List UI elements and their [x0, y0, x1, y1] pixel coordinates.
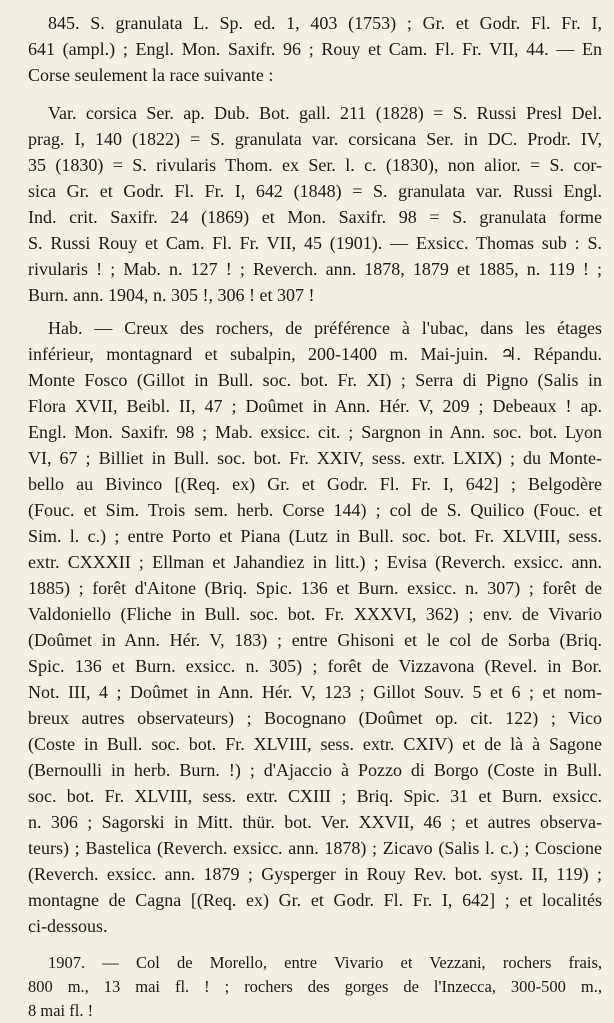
text-line: Not. III, 4 ; Doûmet in Ann. Hér. V, 123 ; Gillot Souv. 5 et 6 ; et nom-: [28, 682, 602, 702]
text-line: Engl. Mon. Saxifr. 98 ; Mab. exsicc. cit. ; Sargnon in Ann. soc. bot. Lyon: [28, 422, 602, 442]
text-line: n. 306 ; Sagorski in Mitt. thür. bot. Ver. XXVII, 46 ; et autres observa-: [28, 812, 602, 832]
text-line: Burn. ann. 1904, n. 305 !, 306 ! et 307 !: [28, 285, 315, 305]
text-line: 845. S. granulata L. Sp. ed. 1, 403 (1753) ; Gr. et Godr. Fl. Fr. I,: [48, 13, 602, 33]
text-line: soc. bot. Fr. XLVIII, sess. extr. CXIII ; Briq. Spic. 31 et Burn. exsicc.: [28, 786, 602, 806]
text-line: ci-dessous.: [28, 916, 108, 936]
text-line: Spic. 136 et Burn. exsicc. n. 305) ; forêt de Vizzavona (Revel. in Bor.: [28, 656, 602, 676]
text-line: (Fouc. et Sim. Trois sem. herb. Corse 144) ; col de S. Quilico (Fouc. et: [28, 500, 602, 520]
text-line: 35 (1830) = S. rivularis Thom. ex Ser. l. c. (1830), non alior. = S. cor-: [28, 155, 602, 175]
text-line: (Doûmet in Ann. Hér. V, 183) ; entre Ghisoni et le col de Sorba (Briq.: [28, 630, 602, 650]
text-line: bello au Bivinco [(Req. ex) Gr. et Godr. Fl. Fr. I, 642] ; Belgodère: [28, 474, 602, 494]
text-line: (Reverch. exsicc. ann. 1879 ; Gysperger in Rouy Rev. bot. syst. II, 119) ;: [28, 864, 602, 884]
text-line: Hab. — Creux des rochers, de préférence à l'ubac, dans les étages: [48, 318, 602, 338]
text-line: inférieur, montagnard et subalpin, 200-1400 m. Mai-juin. ♃. Répandu.: [28, 344, 602, 364]
text-line: Var. corsica Ser. ap. Dub. Bot. gall. 211 (1828) = S. Russi Presl Del.: [48, 103, 602, 123]
text-line: VI, 67 ; Billiet in Bull. soc. bot. Fr. XXIV, sess. extr. LXIX) ; du Monte-: [28, 448, 602, 468]
text-line: Sim. l. c.) ; entre Porto et Piana (Lutz in Bull. soc. bot. Fr. XLVIII, sess.: [28, 526, 602, 546]
text-line: (Bernoulli in herb. Burn. !) ; d'Ajaccio à Pozzo di Borgo (Coste in Bull.: [28, 760, 602, 780]
text-line: Flora XVII, Beibl. II, 47 ; Doûmet in Ann. Hér. V, 209 ; Debeaux ! ap.: [28, 396, 602, 416]
species-entry: [28, 10, 602, 88]
text-line: Valdoniello (Fliche in Bull. soc. bot. Fr. XXXVI, 362) ; env. de Vivario: [28, 604, 602, 624]
text-line: montagne de Cagna [(Req. ex) Gr. et Godr. Fl. Fr. I, 642] ; et localités: [28, 890, 602, 910]
text-line: 800 m., 13 mai fl. ! ; rochers des gorges de l'Inzecca, 300-500 m.,: [28, 977, 602, 996]
text-line: rivularis ! ; Mab. n. 127 ! ; Reverch. ann. 1878, 1879 et 1885, n. 119 ! ;: [28, 259, 602, 279]
text-line: Corse seulement la race suivante :: [28, 65, 274, 85]
text-line: 1907. — Col de Morello, entre Vivario et Vezzani, rochers frais,: [48, 953, 602, 972]
habitat-paragraph: [28, 315, 602, 939]
text-line: 641 (ampl.) ; Engl. Mon. Saxifr. 96 ; Rouy et Cam. Fl. Fr. VII, 44. — En: [28, 39, 602, 59]
text-line: 1885) ; forêt d'Aitone (Briq. Spic. 136 et Burn. exsicc. n. 307) ; forêt de: [28, 578, 602, 598]
text-line: prag. I, 140 (1822) = S. granulata var. corsicana Ser. in DC. Prodr. IV,: [28, 129, 602, 149]
text-line: (Coste in Bull. soc. bot. Fr. XLVIII, sess. extr. CXIV) et de là à Sagone: [28, 734, 602, 754]
text-line: Monte Fosco (Gillot in Bull. soc. bot. Fr. XI) ; Serra di Pigno (Salis in: [28, 370, 602, 390]
text-line: extr. CXXXII ; Ellman et Jahandiez in litt.) ; Evisa (Reverch. exsicc. ann.: [28, 552, 602, 572]
text-line: 8 mai fl. !: [28, 1001, 94, 1020]
text-line: teurs) ; Bastelica (Reverch. exsicc. ann. 1878) ; Zicavo (Salis l. c.) ; Coscione: [28, 838, 602, 858]
variety-paragraph: [28, 100, 602, 308]
text-line: breux autres observateurs) ; Bocognano (Doûmet op. cit. 122) ; Vico: [28, 708, 602, 728]
text-line: S. Russi Rouy et Cam. Fl. Fr. VII, 45 (1901). — Exsicc. Thomas sub : S.: [28, 233, 602, 253]
text-line: sica Gr. et Godr. Fl. Fr. I, 642 (1848) = S. granulata var. Russi Engl.: [28, 181, 602, 201]
text-line: Ind. crit. Saxifr. 24 (1869) et Mon. Saxifr. 98 = S. granulata forme: [28, 207, 602, 227]
collection-1907-paragraph: [28, 951, 602, 1023]
